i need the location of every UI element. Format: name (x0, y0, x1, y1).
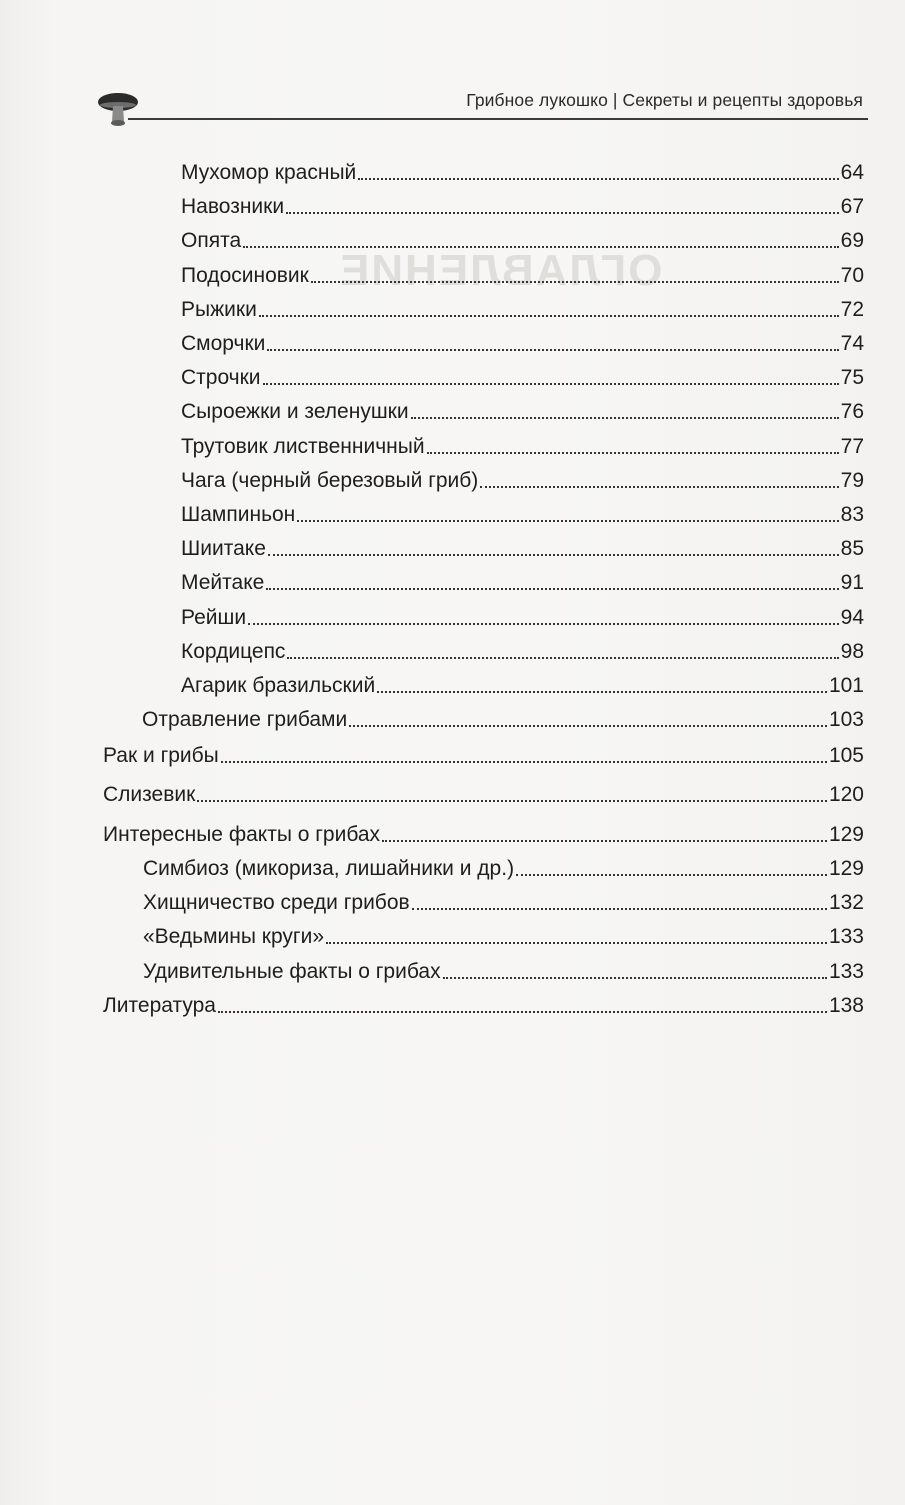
dot-leader (266, 588, 838, 590)
dot-leader (268, 554, 839, 556)
toc-entry (143, 953, 864, 985)
dot-leader (297, 520, 838, 522)
toc-entry-page-number: 133 (828, 959, 864, 983)
toc-entry-title: Подосиновик (181, 263, 309, 287)
toc-entry (143, 918, 864, 950)
toc-entry-title: Рак и грибы (103, 744, 219, 768)
toc-entry-page-number: 75 (840, 366, 864, 390)
toc-entry-title: Кордицепс (181, 639, 286, 663)
toc-entry (181, 667, 864, 699)
toc-entry (181, 325, 864, 357)
toc-entry-title: «Ведьмины круги» (143, 925, 324, 949)
dot-leader (248, 623, 839, 625)
toc-entry (103, 737, 864, 769)
dot-leader (243, 246, 839, 248)
dot-leader (311, 281, 839, 283)
toc-entry (181, 633, 864, 665)
toc-entry (181, 291, 864, 323)
toc-entry-title: Опята (181, 229, 242, 253)
dot-leader (480, 486, 838, 488)
running-header (0, 60, 905, 130)
toc-entry (181, 154, 864, 186)
toc-entry-title: Рейши (181, 605, 247, 629)
show-through-text: ОГЛАВЛЕНИЕ (338, 246, 663, 295)
toc-entry-page-number: 69 (840, 229, 864, 253)
toc-entry-page-number: 138 (828, 993, 864, 1017)
toc-entry-title: Мейтаке (181, 571, 265, 595)
toc-entry-page-number: 129 (828, 857, 864, 880)
toc-entry-page-number: 133 (828, 925, 864, 949)
toc-entry-page-number: 91 (840, 571, 864, 595)
toc-entry (181, 222, 864, 254)
dot-leader (382, 840, 827, 842)
dot-leader (263, 383, 839, 385)
toc-entry-page-number: 132 (828, 891, 864, 915)
toc-entry-title: Удивительные факты о грибах (143, 959, 441, 983)
dot-leader (286, 212, 839, 214)
toc-entry-title: Агарик бразильский (181, 674, 376, 697)
toc-entry-title: Навозники (181, 195, 285, 219)
dot-leader (267, 349, 838, 351)
toc-entry (143, 884, 864, 916)
toc-entry (103, 816, 864, 848)
toc-entry (103, 776, 864, 808)
toc-entry (181, 530, 864, 562)
dot-leader (427, 452, 839, 454)
toc-entry-title: Сморчки (181, 332, 266, 355)
toc-entry-page-number: 64 (840, 161, 864, 184)
toc-entry-title: Трутовик лиственничный (181, 434, 425, 458)
toc-entry-title: Симбиоз (микориза, лишайники и др.) (143, 857, 515, 880)
toc-entry (181, 599, 864, 631)
toc-entry-page-number: 77 (840, 434, 864, 458)
header-rule (128, 118, 868, 120)
dot-leader (349, 725, 827, 727)
toc-entry-title: Отравление грибами (142, 708, 348, 732)
toc-entry (181, 496, 864, 528)
toc-entry-page-number: 72 (840, 297, 864, 321)
toc-entry-title: Строчки (181, 366, 261, 390)
toc-entry-page-number: 67 (840, 195, 864, 219)
dot-leader (287, 657, 838, 659)
dot-leader (358, 178, 838, 180)
toc-entry (103, 987, 864, 1019)
toc-entry (181, 359, 864, 391)
toc-entry-title: Шиитаке (181, 537, 266, 561)
dot-leader (516, 874, 827, 876)
toc-entry-page-number: 74 (840, 332, 864, 355)
toc-entry (143, 850, 864, 882)
toc-entry-title: Слизевик (103, 782, 196, 806)
mushroom-icon (96, 90, 144, 130)
toc-entry (142, 701, 864, 733)
dot-leader (412, 908, 827, 910)
dot-leader (443, 977, 827, 979)
toc-entry-title: Шампиньон (181, 503, 296, 526)
toc-entry-page-number: 83 (840, 503, 864, 526)
dot-leader (326, 942, 827, 944)
dot-leader (221, 761, 827, 763)
toc-entry (181, 462, 864, 494)
toc-entry-title: Чага (черный березовый гриб) (181, 468, 479, 492)
toc-entry-page-number: 85 (840, 537, 864, 561)
toc-entry-page-number: 70 (840, 263, 864, 287)
toc-entry-page-number: 101 (828, 674, 864, 697)
toc-entry-page-number: 129 (828, 822, 864, 846)
toc-entry (181, 393, 864, 425)
toc-entry-page-number: 76 (840, 400, 864, 424)
dot-leader (259, 315, 839, 317)
dot-leader (218, 1011, 827, 1013)
dot-leader (411, 417, 839, 419)
toc-entry-page-number: 79 (840, 468, 864, 492)
toc-entry (181, 428, 864, 460)
toc-entry-title: Хищничество среди грибов (143, 891, 410, 915)
running-header-title: Грибное лукошко | Секреты и рецепты здоровья (466, 90, 863, 110)
toc-entry-page-number: 105 (828, 744, 864, 768)
toc-entry-title: Литература (103, 993, 216, 1017)
toc-entry (181, 188, 864, 220)
toc-entry-page-number: 103 (828, 708, 864, 732)
toc-entry-page-number: 98 (840, 639, 864, 663)
dot-leader (377, 691, 827, 693)
toc-entry-page-number: 120 (828, 782, 864, 806)
toc-entry-page-number: 94 (840, 605, 864, 629)
toc-entry-title: Рыжики (181, 297, 257, 321)
dot-leader (197, 800, 827, 802)
toc-entry-title: Интересные факты о грибах (103, 822, 381, 846)
toc-entry-title: Сыроежки и зеленушки (181, 400, 409, 424)
toc-entry-title: Мухомор красный (181, 161, 357, 184)
toc-entry (181, 564, 864, 596)
toc-entry (181, 257, 864, 289)
